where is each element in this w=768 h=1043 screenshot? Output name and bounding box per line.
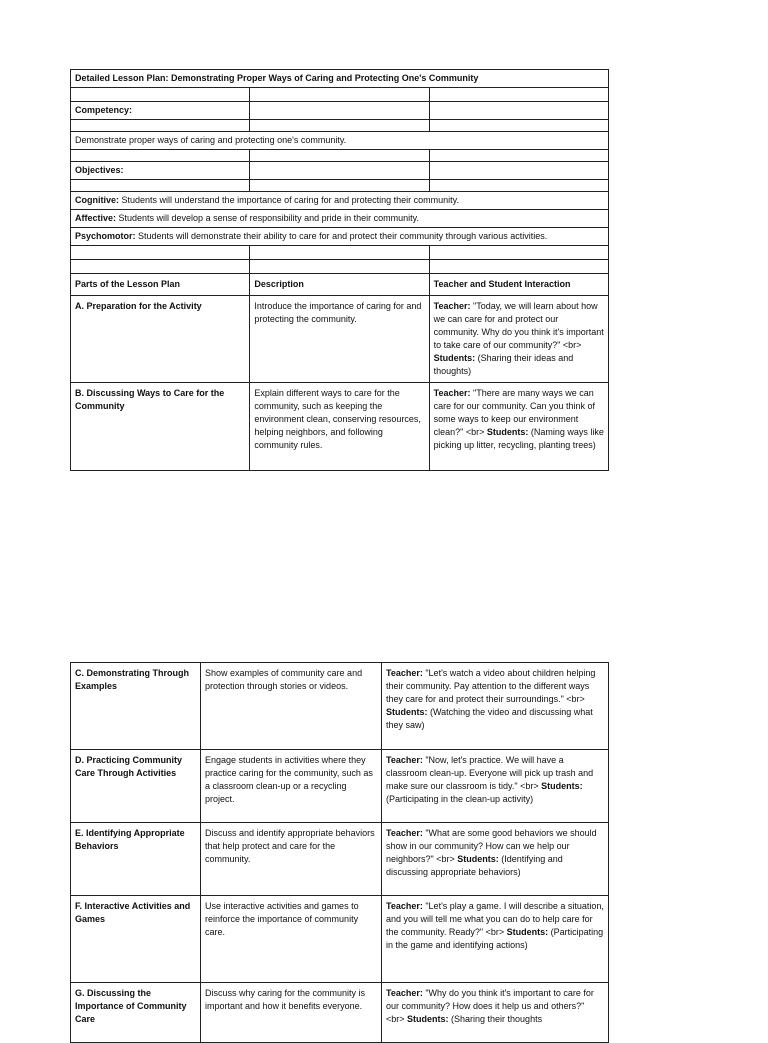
objective-text: Students will demonstrate their ability to care for and protect their community through various activities. [135,231,548,241]
lesson-description: Introduce the importance of caring for and protecting the community. [250,296,429,383]
lesson-description: Discuss why caring for the community is important and how it benefits everyone. [201,983,382,1043]
objective-text: Students will develop a sense of responsibility and pride in their community. [116,213,420,223]
column-header-parts: Parts of the Lesson Plan [71,274,250,296]
table-row [71,823,609,896]
interaction-cell [429,383,608,471]
objective-label: Cognitive: [75,195,119,205]
empty-cell [429,180,608,192]
lesson-description: Show examples of community care and protection through stories or videos. [201,663,382,750]
teacher-label: Teacher: [386,668,423,678]
interaction-cell [382,750,609,823]
empty-cell [250,260,429,274]
teacher-label: Teacher: [386,901,423,911]
empty-cell [250,88,429,102]
lesson-part: F. Interactive Activities and Games [71,896,201,983]
empty-cell [250,102,429,120]
students-text: (Sharing their ideas and thoughts) [433,353,574,376]
empty-cell [250,120,429,132]
empty-cell [429,162,608,180]
students-text: (Participating in the game and identifying actions) [386,927,604,950]
lesson-part: B. Discussing Ways to Care for the Community [71,383,250,471]
lesson-part: D. Practicing Community Care Through Activities [71,750,201,823]
empty-cell [429,102,608,120]
students-label: Students: [541,781,583,791]
column-header-description: Description [250,274,429,296]
column-header-interaction: Teacher and Student Interaction [429,274,608,296]
empty-cell [429,88,608,102]
empty-cell [71,120,250,132]
lesson-plan-table-top [70,69,609,471]
teacher-text: "Why do you think it's important to care for our community? How does it help us and others?" <br> [386,988,594,1024]
empty-cell [71,88,250,102]
teacher-text: "Now, let's practice. We will have a classroom clean-up. Everyone will pick up trash and make sure our classroom is tidy." <br> [386,755,594,791]
teacher-label: Teacher: [386,828,423,838]
empty-cell [250,150,429,162]
objective-text: Students will understand the importance of caring for and protecting their community. [119,195,460,205]
teacher-label: Teacher: [433,301,471,311]
teacher-text: "Today, we will learn about how we can care for and protect our community. Why do you think it's important to take care of our community?" <br> [433,301,604,350]
lesson-description: Use interactive activities and games to reinforce the importance of community care. [201,896,382,983]
students-label: Students: [407,1014,449,1024]
table-row [71,750,609,823]
empty-cell [71,150,250,162]
teacher-label: Teacher: [386,988,423,998]
lesson-part: E. Identifying Appropriate Behaviors [71,823,201,896]
objective-label: Psychomotor: [75,231,136,241]
table-row [71,296,609,383]
competency-label: Competency: [71,102,250,120]
empty-cell [429,120,608,132]
teacher-text: "There are many ways we can care for our community. Can you think of some ways to keep our environment clean?" <br> [433,388,596,437]
document-title: Detailed Lesson Plan: Demonstrating Proper Ways of Caring and Protecting One's Community [71,70,609,88]
objective-affective [71,210,609,228]
students-label: Students: [457,854,499,864]
empty-cell [71,246,250,260]
competency-text: Demonstrate proper ways of caring and protecting one's community. [71,132,609,150]
empty-cell [429,150,608,162]
objective-label: Affective: [75,213,117,223]
table-row [71,896,609,983]
students-label: Students: [386,707,428,717]
empty-cell [250,180,429,192]
empty-cell [250,246,429,260]
lesson-description: Explain different ways to care for the community, such as keeping the environment clean, conserving resources, helping neighbors, and following community rules. [250,383,429,471]
table-row [71,383,609,471]
lesson-plan-table-continued [70,662,609,1043]
students-label: Students: [486,427,529,437]
empty-cell [71,260,250,274]
teacher-label: Teacher: [433,388,471,398]
empty-cell [429,246,608,260]
lesson-part: A. Preparation for the Activity [71,296,250,383]
students-label: Students: [433,353,476,363]
interaction-cell [429,296,608,383]
objective-psychomotor [71,228,609,246]
interaction-cell [382,823,609,896]
teacher-text: "Let's watch a video about children helping their community. Pay attention to the different ways they care for and protect their surroundings." <br> [386,668,596,704]
students-text: (Naming ways like picking up litter, recycling, planting trees) [433,427,604,450]
empty-cell [429,260,608,274]
students-text: (Participating in the clean-up activity) [386,794,534,804]
lesson-description: Discuss and identify appropriate behaviors that help protect and care for the community. [201,823,382,896]
interaction-cell [382,983,609,1043]
interaction-cell [382,663,609,750]
table-row [71,663,609,750]
students-label: Students: [506,927,549,937]
teacher-text: "Let's play a game. I will describe a situation, and you will tell me what you can do to help care for the community. Ready?" <br> [386,901,604,937]
objective-cognitive [71,192,609,210]
students-text: (Watching the video and discussing what they saw) [386,707,593,730]
lesson-part: C. Demonstrating Through Examples [71,663,201,750]
students-text: (Sharing their thoughts [448,1014,543,1024]
lesson-description: Engage students in activities where they practice caring for the community, such as a classroom clean-up or a recycling project. [201,750,382,823]
empty-cell [71,180,250,192]
lesson-part: G. Discussing the Importance of Community Care [71,983,201,1043]
students-text: (Identifying and discussing appropriate behaviors) [386,854,563,877]
empty-cell [250,162,429,180]
teacher-label: Teacher: [386,755,423,765]
interaction-cell [382,896,609,983]
table-row [71,983,609,1043]
teacher-text: "What are some good behaviors we should show in our community? How can we help our neighbors?" <br> [386,828,597,864]
objectives-label: Objectives: [71,162,250,180]
